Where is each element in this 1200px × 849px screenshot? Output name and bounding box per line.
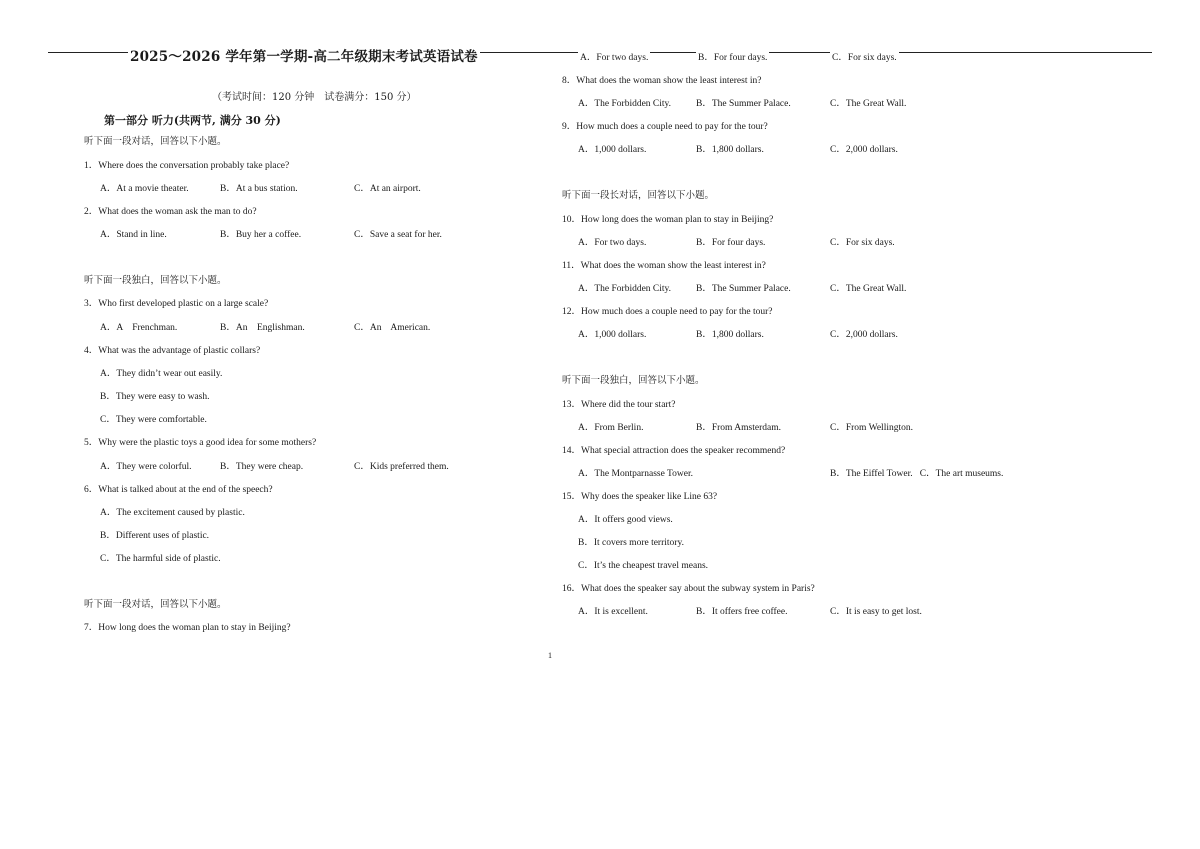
section-heading: 第一部分 听力(共两节, 满分 30 分) — [104, 114, 281, 127]
section-intro: 听下面一段长对话，回答以下小题。 — [562, 190, 715, 201]
question-6: 6．What is talked about at the end of the speech? — [84, 485, 273, 495]
option-2a: A．Stand in line. — [100, 230, 167, 240]
option-2b: B．Buy her a coffee. — [220, 230, 302, 240]
option-12b: B．1,800 dollars. — [696, 330, 764, 340]
section-intro: 听下面一段对话，回答以下小题。 — [84, 599, 227, 610]
question-8: 8．What does the woman show the least interest in? — [562, 76, 762, 86]
question-3: 3．Who first developed plastic on a large scale? — [84, 299, 269, 309]
option-5c: C．Kids preferred them. — [354, 462, 449, 472]
exam-subtitle: （考试时间：120 分钟 试卷满分：150 分） — [212, 92, 417, 103]
section-intro: 听下面一段独白，回答以下小题。 — [562, 375, 705, 386]
option-13a: A．From Berlin. — [578, 423, 644, 433]
option-7c: C．For six days. — [830, 49, 899, 63]
exam-title: 2025～2026 学年第一学期-高二年级期末考试英语试卷 — [128, 45, 480, 65]
option-3a: A．A Frenchman. — [100, 323, 178, 333]
option-11a: A．The Forbidden City. — [578, 284, 672, 294]
section-intro: 听下面一段对话，回答以下小题。 — [84, 136, 227, 147]
option-14a: A．The Montparnasse Tower. — [578, 469, 693, 479]
option-12a: A．1,000 dollars. — [578, 330, 647, 340]
question-1: 1．Where does the conversation probably take place? — [84, 161, 290, 171]
option-7b: B．For four days. — [696, 49, 769, 63]
option-11c: C．The Great Wall. — [830, 284, 907, 294]
question-10: 10．How long does the woman plan to stay in Beijing? — [562, 215, 774, 225]
option-16b: B．It offers free coffee. — [696, 607, 788, 617]
option-15c: C．It’s the cheapest travel means. — [578, 561, 709, 571]
question-11: 11．What does the woman show the least interest in? — [562, 261, 766, 271]
option-8a: A．The Forbidden City. — [578, 99, 672, 109]
option-3b: B．An Englishman. — [220, 323, 305, 333]
option-15a: A．It offers good views. — [578, 515, 673, 525]
option-4c: C．They were comfortable. — [100, 415, 207, 425]
option-12c: C．2,000 dollars. — [830, 330, 898, 340]
option-4b: B．They were easy to wash. — [100, 392, 210, 402]
page-number: 1 — [548, 651, 552, 660]
option-15b: B．It covers more territory. — [578, 538, 684, 548]
question-4: 4．What was the advantage of plastic collars? — [84, 346, 261, 356]
option-6b: B．Different uses of plastic. — [100, 531, 210, 541]
option-8c: C．The Great Wall. — [830, 99, 907, 109]
option-1a: A．At a movie theater. — [100, 184, 189, 194]
question-12: 12．How much does a couple need to pay for the tour? — [562, 307, 773, 317]
question-15: 15．Why does the speaker like Line 63? — [562, 492, 718, 502]
option-4a: A．They didn’t wear out easily. — [100, 369, 223, 379]
option-16a: A．It is excellent. — [578, 607, 648, 617]
question-7: 7．How long does the woman plan to stay in Beijing? — [84, 623, 291, 633]
option-6a: A．The excitement caused by plastic. — [100, 508, 245, 518]
section-intro: 听下面一段独白，回答以下小题。 — [84, 275, 227, 286]
option-9b: B．1,800 dollars. — [696, 145, 764, 155]
option-2c: C．Save a seat for her. — [354, 230, 442, 240]
option-10c: C．For six days. — [830, 238, 895, 248]
question-13: 13．Where did the tour start? — [562, 400, 676, 410]
option-1b: B．At a bus station. — [220, 184, 298, 194]
option-16c: C．It is easy to get lost. — [830, 607, 922, 617]
question-16: 16．What does the speaker say about the subway system in Paris? — [562, 584, 815, 594]
option-9a: A．1,000 dollars. — [578, 145, 647, 155]
question-2: 2．What does the woman ask the man to do? — [84, 207, 257, 217]
question-5: 5．Why were the plastic toys a good idea for some mothers? — [84, 438, 317, 448]
option-5b: B．They were cheap. — [220, 462, 304, 472]
option-3c: C．An American. — [354, 323, 431, 333]
option-10b: B．For four days. — [696, 238, 766, 248]
option-14bc: B．The Eiffel Tower. C．The art museums. — [830, 469, 1004, 479]
option-5a: A．They were colorful. — [100, 462, 192, 472]
option-10a: A．For two days. — [578, 238, 647, 248]
option-1c: C．At an airport. — [354, 184, 421, 194]
question-9: 9．How much does a couple need to pay for the tour? — [562, 122, 768, 132]
option-13b: B．From Amsterdam. — [696, 423, 781, 433]
option-13c: C．From Wellington. — [830, 423, 913, 433]
option-8b: B．The Summer Palace. — [696, 99, 791, 109]
question-14: 14．What special attraction does the speaker recommend? — [562, 446, 786, 456]
option-9c: C．2,000 dollars. — [830, 145, 898, 155]
option-11b: B．The Summer Palace. — [696, 284, 791, 294]
option-6c: C．The harmful side of plastic. — [100, 554, 221, 564]
option-7a: A．For two days. — [578, 49, 650, 63]
